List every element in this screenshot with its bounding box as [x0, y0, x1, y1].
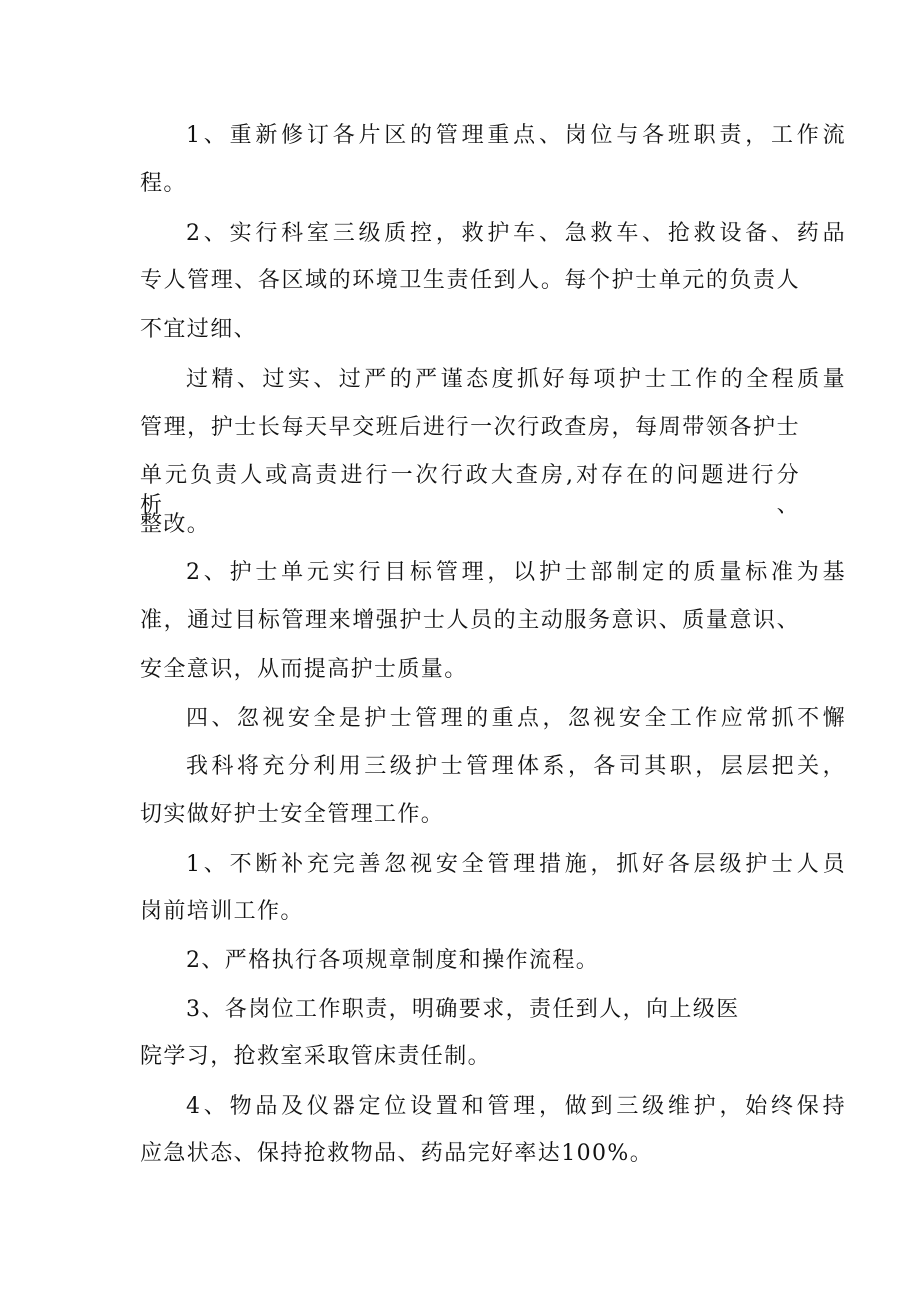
text-line: 4、物品及仪器定位设置和管理，做到三级维护，始终保持 [186, 1094, 846, 1119]
text-line: 准，通过目标管理来增强护士人员的主动服务意识、质量意识、 [140, 608, 800, 633]
text-line: 2、严格执行各项规章制度和操作流程。 [186, 948, 600, 973]
text-line: 整改。 [140, 512, 211, 537]
text-line: 切实做好护士安全管理工作。 [140, 802, 445, 827]
text-line: 专人管理、各区域的环境卫生责任到人。每个护士单元的负责人 [140, 268, 800, 293]
text-line: 3、各岗位工作职责，明确要求，责任到人，向上级医 [186, 997, 740, 1022]
text-line: 应急状态、保持抢救物品、药品完好率达100%。 [140, 1141, 654, 1166]
text-line: 院学习，抢救室采取管床责任制。 [140, 1044, 492, 1069]
text-line: 安全意识，从而提高护士质量。 [140, 657, 468, 682]
text-line: 我科将充分利用三级护士管理体系，各司其职，层层把关， [186, 754, 846, 779]
text-line: 过精、过实、过严的严谨态度抓好每项护士工作的全程质量 [186, 367, 846, 392]
text-line: 2、实行科室三级质控，救护车、急救车、抢救设备、药品 [186, 221, 846, 246]
text-line: 1、重新修订各片区的管理重点、岗位与各班职责，工作流 [186, 123, 846, 148]
text-line: 不宜过细、 [140, 317, 258, 342]
text-line: 2、护士单元实行目标管理，以护士部制定的质量标准为基 [186, 560, 846, 585]
section-heading: 四、忽视安全是护士管理的重点，忽视安全工作应常抓不懈 [186, 706, 846, 731]
text-line: 1、不断补充完善忽视安全管理措施，抓好各层级护士人员 [186, 852, 846, 877]
text-line: 程。 [140, 171, 187, 196]
text-line: 岗前培训工作。 [140, 899, 304, 924]
text-line: 管理，护士长每天早交班后进行一次行政查房，每周带领各护士 [140, 415, 800, 440]
text-line: 单元负责人或高责进行一次行政大查房,对存在的问题进行分析、 [140, 463, 800, 518]
